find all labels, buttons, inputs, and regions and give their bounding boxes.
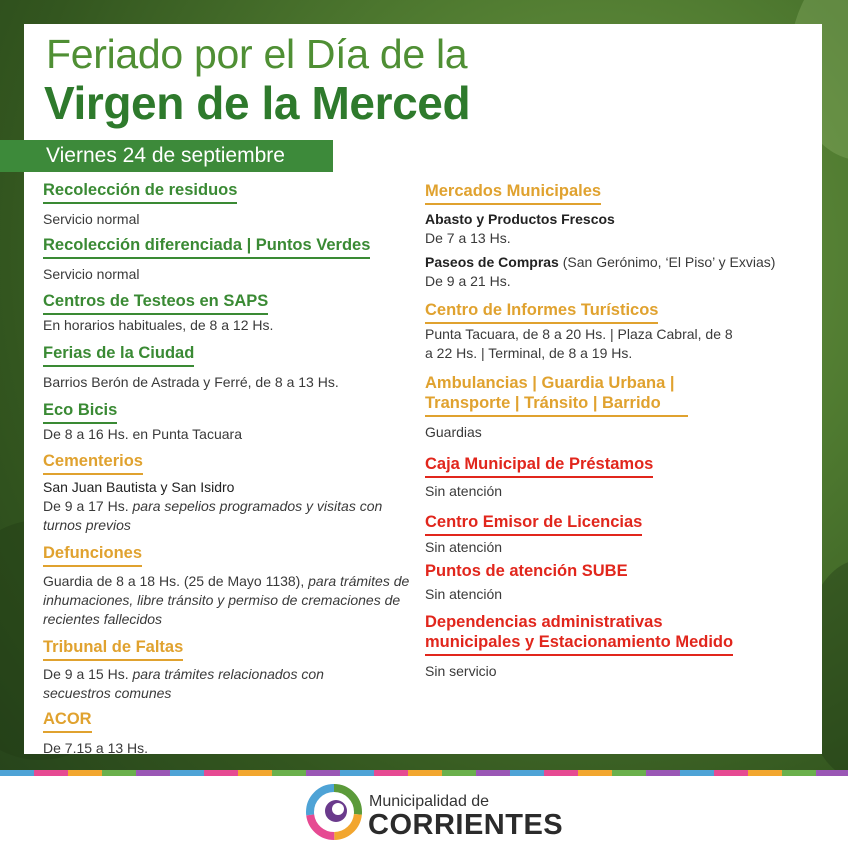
section-text: Barrios Berón de Astrada y Ferré, de 8 a 13 Hs. xyxy=(43,374,339,390)
section-text: Servicio normal xyxy=(43,211,140,227)
section-ecobicis xyxy=(43,400,418,444)
section-ambulancias xyxy=(425,373,800,442)
section-text xyxy=(43,572,413,629)
section-residuos xyxy=(43,180,418,229)
paseos-detail: (San Gerónimo, ‘El Piso’ y Exvias) xyxy=(562,254,776,270)
section-title: Centro de Informes Turísticos xyxy=(425,300,658,324)
note-text: para sepelios programados y visitas con turnos previos xyxy=(43,498,383,533)
section-text: Sin atención xyxy=(425,586,503,602)
hours-text: De 9 a 15 Hs. xyxy=(43,666,129,682)
abasto-hours: De 7 a 13 Hs. xyxy=(425,230,511,246)
section-text: Sin servicio xyxy=(425,663,497,679)
abasto-label xyxy=(425,210,800,229)
section-mercados xyxy=(425,181,800,291)
section-text: Servicio normal xyxy=(43,266,140,282)
section-cementerios xyxy=(43,451,418,535)
section-title: Centro Emisor de Licencias xyxy=(425,512,642,536)
footer-line-1: Municipalidad de xyxy=(369,793,490,810)
section-title xyxy=(425,612,733,656)
section-title: Recolección diferenciada | Puntos Verdes xyxy=(43,235,370,259)
section-title: Mercados Municipales xyxy=(425,181,601,205)
section-sube xyxy=(425,561,800,604)
section-licencias xyxy=(425,512,800,557)
title-line-2: Virgen de la Merced xyxy=(44,77,471,129)
section-acor xyxy=(43,709,418,758)
section-caja xyxy=(425,454,800,501)
paseos-label-text: Paseos de Compras xyxy=(425,254,559,270)
section-title: Defunciones xyxy=(43,543,142,567)
section-subtitle: San Juan Bautista y San Isidro xyxy=(43,479,235,495)
section-informes xyxy=(425,300,800,363)
section-diferenciada xyxy=(43,235,418,284)
section-tribunal xyxy=(43,637,418,703)
section-title: Tribunal de Faltas xyxy=(43,637,183,661)
section-text: Guardias xyxy=(425,424,482,440)
section-text: De 7.15 a 13 Hs. xyxy=(43,740,149,756)
section-text: Sin atención xyxy=(425,483,503,499)
right-column xyxy=(425,181,800,681)
paseos-hours: De 9 a 21 Hs. xyxy=(425,273,511,289)
note-text: para trámites relacionados con secuestros comunes xyxy=(43,666,324,701)
title-line-b: Transporte | Tránsito | Barrido xyxy=(425,394,661,412)
hours-text: De 9 a 17 Hs. xyxy=(43,498,129,514)
section-text xyxy=(43,665,353,703)
section-title: Recolección de residuos xyxy=(43,180,237,204)
section-title: Eco Bicis xyxy=(43,400,117,424)
title-line-1: Feriado por el Día de la xyxy=(46,31,468,77)
section-ferias xyxy=(43,343,418,392)
note-text: para trámites de inhumaciones, libre tránsito y permiso de cremaciones de recientes fallecidos xyxy=(43,573,410,627)
section-text: En horarios habituales, de 8 a 12 Hs. xyxy=(43,317,274,333)
section-title: Cementerios xyxy=(43,451,143,475)
title-line-a: Dependencias administrativas xyxy=(425,613,663,631)
section-text: Sin atención xyxy=(425,539,503,555)
section-title: ACOR xyxy=(43,709,92,733)
section-title: Puntos de atención SUBE xyxy=(425,562,628,580)
title-line-a: Ambulancias | Guardia Urbana | xyxy=(425,374,675,392)
footer-line-2: CORRIENTES xyxy=(368,809,564,841)
municipality-logo-icon xyxy=(306,784,362,840)
section-defunciones xyxy=(43,543,418,629)
abasto-label-text: Abasto y Productos Frescos xyxy=(425,211,615,227)
section-title: Ferias de la Ciudad xyxy=(43,343,194,367)
section-title: Centros de Testeos en SAPS xyxy=(43,291,268,315)
section-dependencias xyxy=(425,612,800,681)
section-text xyxy=(43,497,383,535)
left-column xyxy=(43,180,418,758)
section-testeos xyxy=(43,291,418,335)
title-line-b: municipales y Estacionamiento Medido xyxy=(425,633,734,651)
section-title: Caja Municipal de Préstamos xyxy=(425,454,653,478)
paseos-label xyxy=(425,253,800,272)
section-text: Punta Tacuara, de 8 a 20 Hs. | Plaza Cabral, de 8 a 22 Hs. | Terminal, de 8 a 19 Hs. xyxy=(425,326,733,361)
date-label: Viernes 24 de septiembre xyxy=(46,144,285,167)
section-text: De 8 a 16 Hs. en Punta Tacuara xyxy=(43,426,242,442)
section-title xyxy=(425,373,688,417)
hours-text: Guardia de 8 a 18 Hs. (25 de Mayo 1138), xyxy=(43,573,305,589)
